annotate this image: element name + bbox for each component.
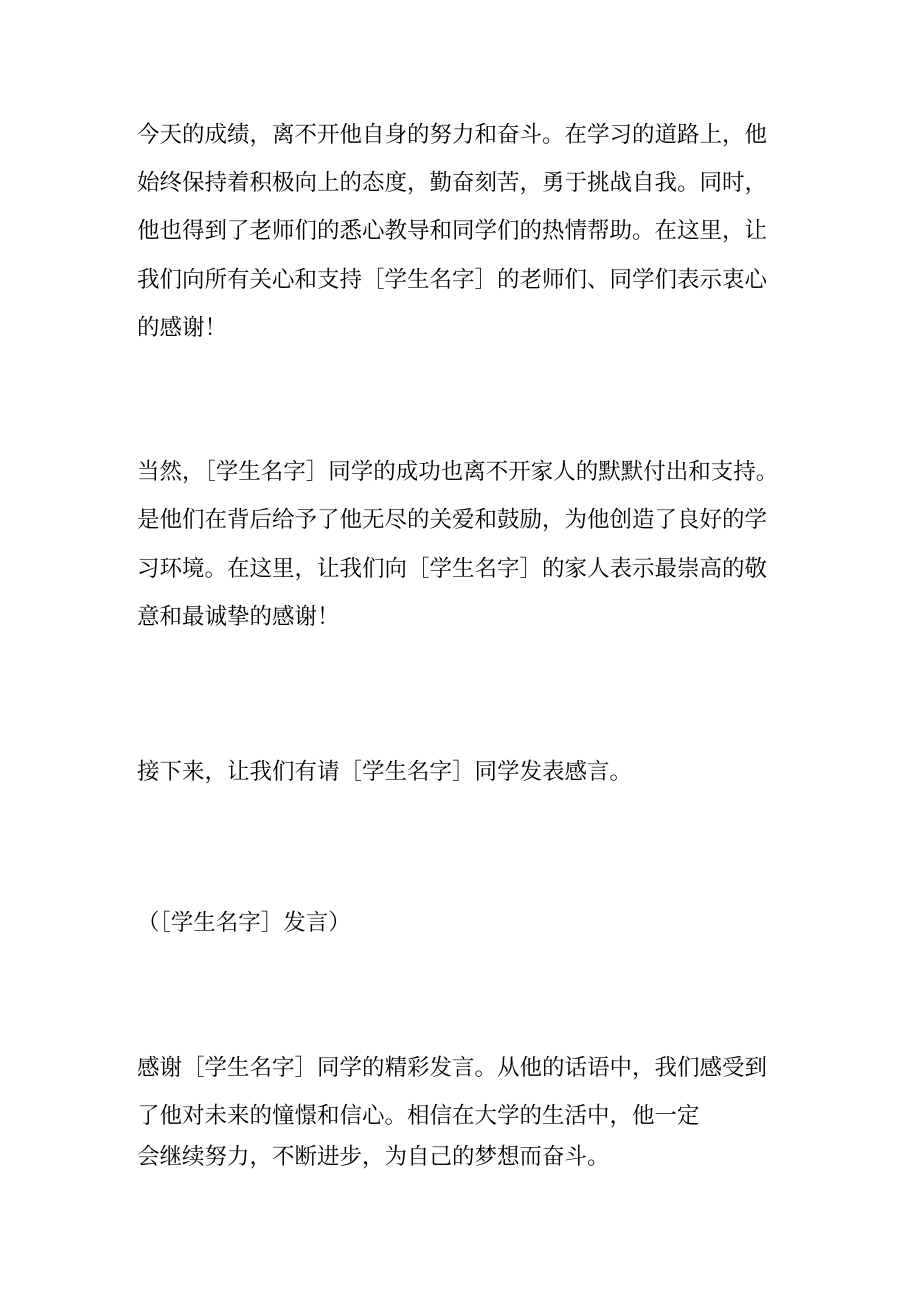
paragraph-2-line-1: 当然，［学生名字］同学的成功也离不开家人的默默付出和支持。 xyxy=(137,459,779,485)
paragraph-1-line-1: 今天的成绩，离不开他自身的努力和奋斗。在学习的道路上，他 xyxy=(137,122,768,148)
paragraph-2-line-4: 意和最诚挚的感谢！ xyxy=(137,604,340,630)
paragraph-3-line-1: 接下来，让我们有请［学生名字］同学发表感言。 xyxy=(137,759,633,785)
paragraph-2-line-3: 习环境。在这里，让我们向［学生名字］的家人表示最崇高的敬 xyxy=(137,556,768,582)
paragraph-2-line-2: 是他们在背后给予了他无尽的关爱和鼓励，为他创造了良好的学 xyxy=(137,507,768,533)
paragraph-1-line-2: 始终保持着积极向上的态度，勤奋刻苦，勇于挑战自我。同时， xyxy=(137,170,768,196)
paragraph-1-line-3: 他也得到了老师们的悉心教导和同学们的热情帮助。在这里，让 xyxy=(137,218,768,244)
paragraph-1-line-5: 的感谢！ xyxy=(137,315,228,341)
paragraph-4-line-1: （［学生名字］发言） xyxy=(137,910,351,936)
paragraph-5-line-1: 感谢［学生名字］同学的精彩发言。从他的话语中，我们感受到 xyxy=(137,1055,768,1081)
paragraph-5-line-2: 了他对未来的憧憬和信心。相信在大学的生活中，他一定 xyxy=(137,1103,700,1129)
paragraph-5-line-3: 会继续努力，不断进步，为自己的梦想而奋斗。 xyxy=(137,1144,610,1170)
paragraph-1-line-4: 我们向所有关心和支持［学生名字］的老师们、同学们表示衷心 xyxy=(137,267,768,293)
